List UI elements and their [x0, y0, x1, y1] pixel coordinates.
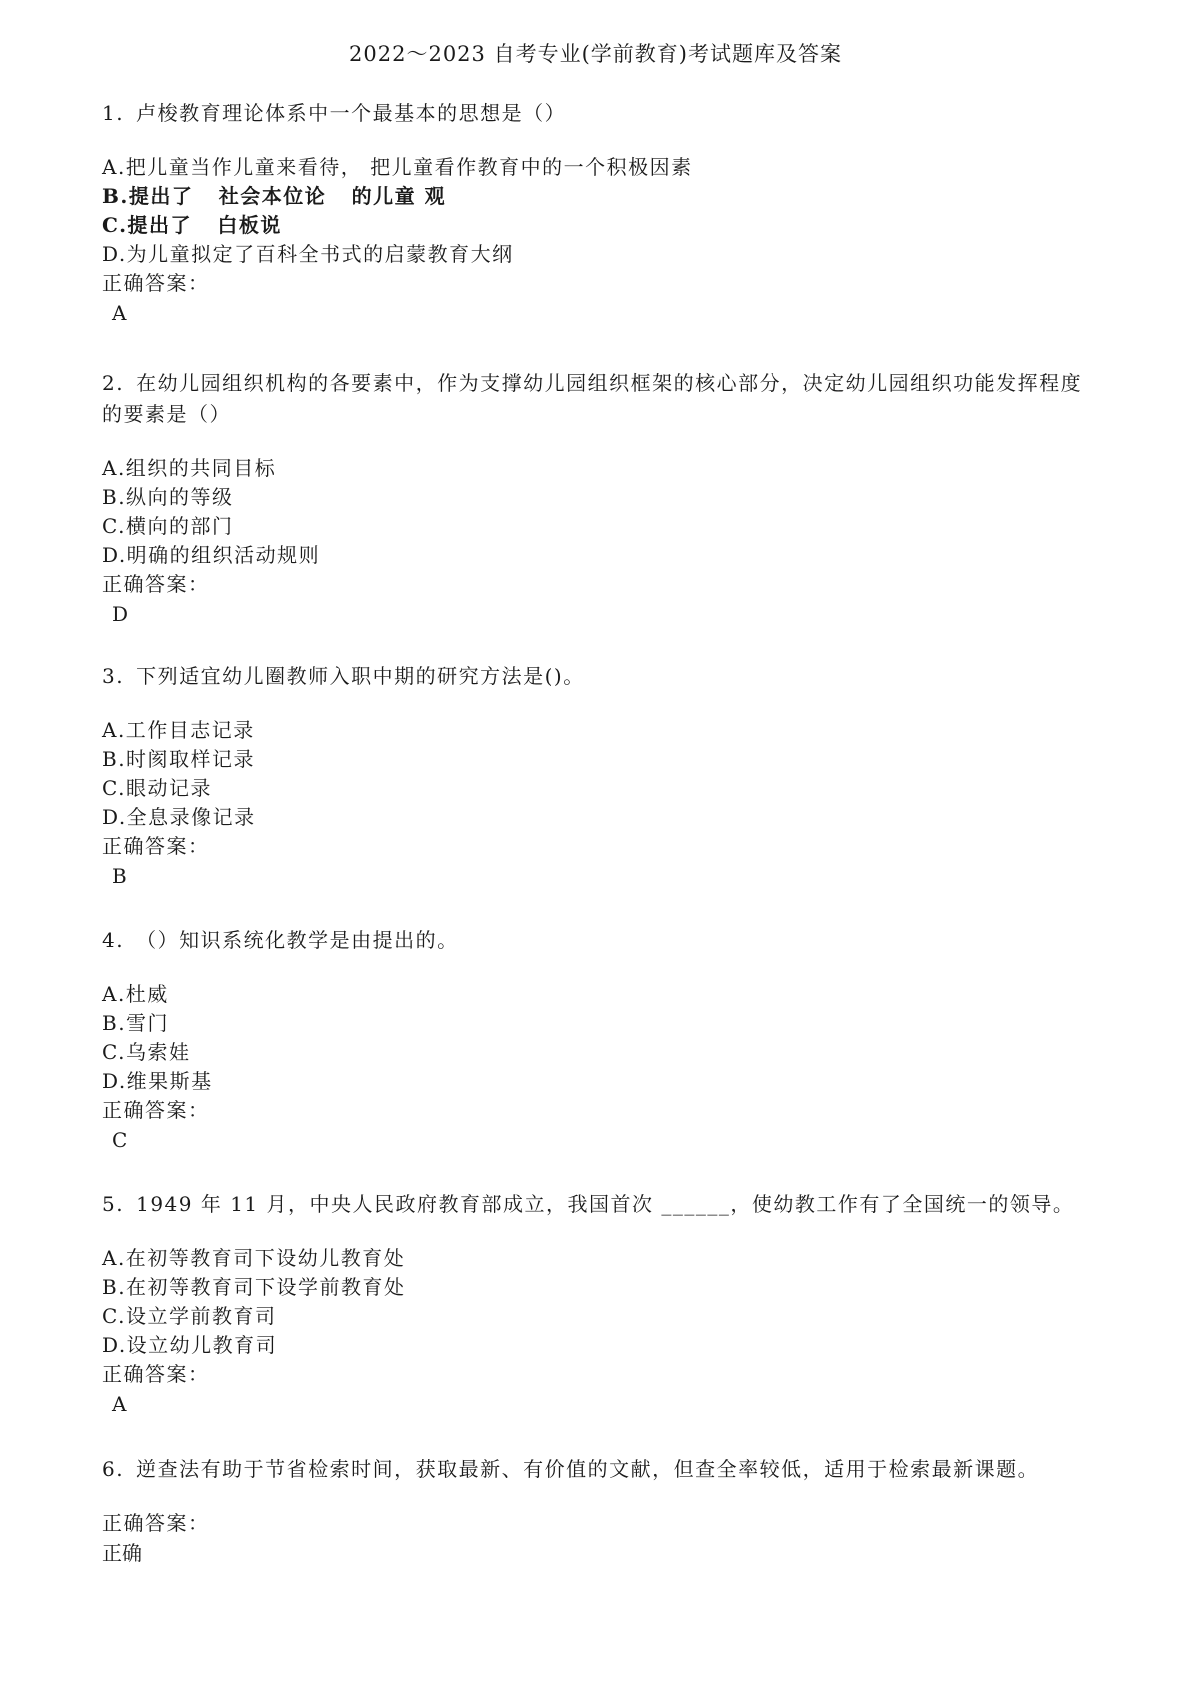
answer-label: 正确答案： — [102, 1098, 210, 1122]
option-c: C.横向的部门 — [102, 514, 234, 538]
question-text: 1949 年 11 月，中央人民政府教育部成立，我国首次 ______，使幼教工作有了全国统一的领导。 — [136, 1192, 1075, 1216]
question-3 — [102, 661, 1092, 891]
answer-label: 正确答案： — [102, 271, 210, 295]
option-a: A.杜威 — [102, 982, 169, 1006]
options-list — [102, 153, 1092, 269]
option-d: D.明确的组织活动规则 — [102, 543, 321, 567]
option-c: C.设立学前教育司 — [102, 1304, 277, 1328]
options-list — [102, 454, 1092, 570]
option-c: C.眼动记录 — [102, 776, 212, 800]
answer-value: 正确 — [102, 1541, 142, 1565]
question-stem — [102, 368, 1092, 430]
answer-value: B — [112, 864, 127, 888]
answer-label: 正确答案： — [102, 834, 210, 858]
answer-label: 正确答案： — [102, 572, 210, 596]
option-c: C.提出了 白板说 — [102, 213, 282, 237]
answer-value: A — [112, 1392, 127, 1416]
question-4 — [102, 925, 1092, 1155]
answer-label: 正确答案： — [102, 1511, 210, 1535]
option-d: D.设立幼儿教育司 — [102, 1333, 278, 1357]
question-5 — [102, 1189, 1092, 1419]
question-number: 1. — [102, 101, 125, 125]
question-stem — [102, 925, 1092, 956]
question-stem — [102, 1454, 1092, 1485]
question-stem — [102, 661, 1092, 692]
question-text: （）知识系统化教学是由提出的。 — [136, 928, 459, 952]
option-b: B.在初等教育司下设学前教育处 — [102, 1275, 406, 1299]
question-text: 逆查法有助于节省检索时间，获取最新、有价值的文献，但查全率较低，适用于检索最新课题。 — [136, 1457, 1040, 1481]
option-d: D.为儿童拟定了百科全书式的启蒙教育大纲 — [102, 242, 514, 266]
option-a: A.在初等教育司下设幼儿教育处 — [102, 1246, 406, 1270]
question-text: 下列适宜幼儿圈教师入职中期的研究方法是()。 — [136, 664, 585, 688]
question-text: 卢梭教育理论体系中一个最基本的思想是（） — [136, 101, 567, 125]
answer-value: A — [112, 301, 127, 325]
spacer — [102, 1485, 1092, 1509]
question-number: 2. — [102, 371, 125, 395]
option-b: B.时阂取样记录 — [102, 747, 256, 771]
option-a: A.把儿童当作儿童来看待， 把儿童看作教育中的一个积极因素 — [102, 155, 693, 179]
answer-value: C — [112, 1128, 128, 1152]
options-list — [102, 1244, 1092, 1360]
question-text: 在幼儿园组织机构的各要素中，作为支撑幼儿园组织框架的核心部分，决定幼儿园组织功能发挥程度的要素是（） — [102, 371, 1083, 426]
answer-value: D — [112, 602, 129, 626]
options-list — [102, 716, 1092, 832]
question-number: 3. — [102, 664, 125, 688]
answer-label: 正确答案： — [102, 1362, 210, 1386]
option-d: D.维果斯基 — [102, 1069, 213, 1093]
option-b: B.提出了 社会本位论 的儿童 观 — [102, 184, 447, 208]
question-number: 4. — [102, 928, 125, 952]
option-b: B.雪门 — [102, 1011, 170, 1035]
options-list — [102, 980, 1092, 1096]
question-2 — [102, 368, 1092, 629]
option-a: A.组织的共同目标 — [102, 456, 277, 480]
option-a: A.工作目志记录 — [102, 718, 255, 742]
question-stem — [102, 98, 1092, 129]
question-stem — [102, 1189, 1092, 1220]
question-number: 6. — [102, 1457, 125, 1481]
option-b: B.纵向的等级 — [102, 485, 234, 509]
option-c: C.乌索娃 — [102, 1040, 191, 1064]
option-d: D.全息录像记录 — [102, 805, 256, 829]
question-1 — [102, 98, 1092, 328]
question-6 — [102, 1454, 1092, 1568]
document-title: 2022～2023 自考专业(学前教育)考试题库及答案 — [349, 42, 842, 66]
question-number: 5. — [102, 1192, 125, 1216]
